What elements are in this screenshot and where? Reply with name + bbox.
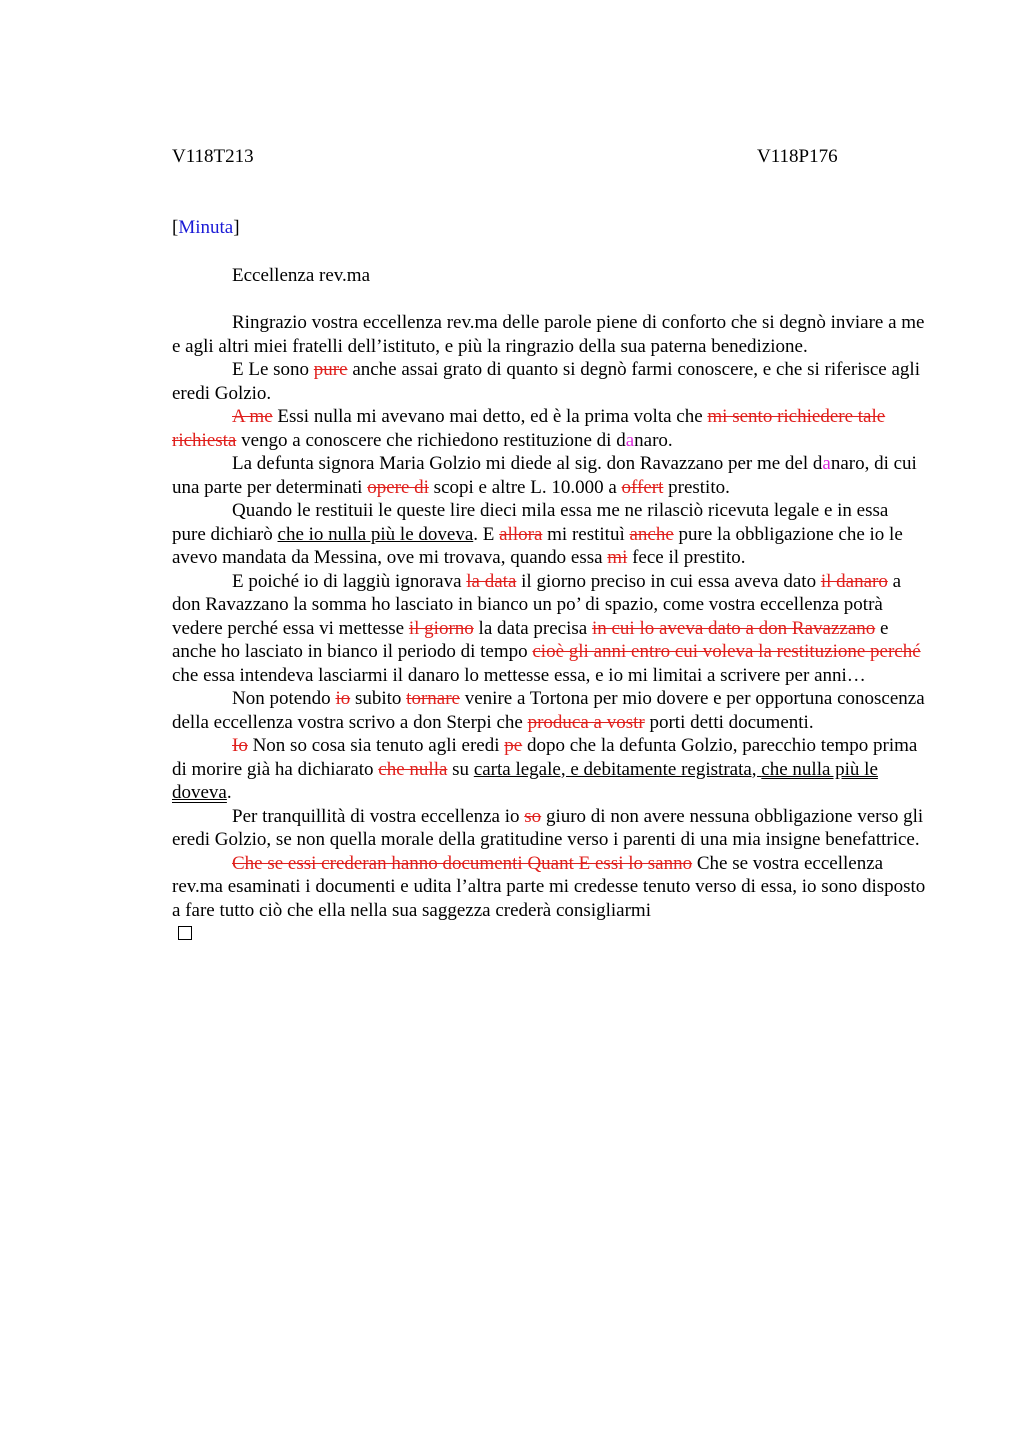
paragraph-list [172,311,926,922]
text-run: naro. [634,429,673,451]
deleted-text: A me [232,406,273,427]
label-open-bracket: [ [172,217,179,238]
deleted-text: mi [607,547,628,568]
text-run: Non so cosa sia tenuto agli eredi [247,735,505,756]
label-text: Minuta [178,217,234,238]
text-run: Che se vostra eccellenza rev.ma esaminati i documenti e udita l’altra parte mi credesse tenuto verso di essa, io sono disposto a fare tutto ciò che ella nella sua saggezza crederà consigliarmi [172,852,926,921]
deleted-text: offert [621,476,664,498]
text-run: scopi e altre L. 10.000 a [428,476,622,498]
text-run: naro, di cui una parte per determinati [172,453,917,498]
text-run: venire a Tortona per mio dovere e per opportuna conoscenza della eccellenza vostra scrivo a don Sterpi che [172,688,925,733]
underlined-text: che nulla più le doveva [172,758,878,803]
paragraph [172,405,926,452]
underlined-text: che io nulla più le doveva [277,523,474,545]
deleted-text: pure [313,359,348,380]
deleted-text: pe [504,735,523,756]
text-run: Quando le restituii le queste lire dieci mila essa me ne rilasciò ricevuta legale e in essa pure dichiarò [172,500,889,545]
text-run: che essa intendeva lasciarmi il danaro lo mettesse essa, e io mi limitai a scrivere per anni… [172,664,866,686]
deleted-text: la data [466,570,517,592]
text-run: giuro di non avere nessuna obbligazione verso gli eredi Golzio, se non quella morale della gratitudine verso i parenti di una mia insigne benefattrice. [172,805,924,850]
label-close-bracket: ] [233,217,240,238]
deleted-text: il danaro [820,570,888,592]
paragraph [172,734,926,805]
inserted-letter: a [822,453,831,474]
document-body [172,216,926,940]
deleted-text: il giorno [408,617,474,639]
text-run: e anche ho lasciato in bianco il periodo di tempo [172,617,889,662]
paragraph [172,499,926,570]
salutation: Eccellenza rev.ma [232,264,371,286]
paragraph [172,570,926,688]
text-run: fece il prestito. [627,547,746,568]
text-run: su [447,758,474,780]
document-label [172,216,926,240]
deleted-text: anche [629,523,674,545]
text-run: il giorno preciso in cui essa aveva dato [516,570,821,592]
paragraph [172,358,926,405]
header-left-code: V118T213 [172,146,254,167]
text-run: porti detti documenti. [644,711,814,733]
text-run: Per tranquillità di vostra eccellenza io [232,805,525,827]
text-run: Essi nulla mi avevano mai detto, ed è la prima volta che [272,406,708,427]
text-run: vengo a conoscere che richiedono restituzione di d [236,429,626,451]
text-run: E poiché io di laggiù ignorava [232,570,467,592]
text-run: La defunta signora Maria Golzio mi diede al sig. don Ravazzano per me del d [232,453,823,474]
header-right-code: V118P176 [757,146,838,167]
deleted-text: allora [499,523,543,545]
underlined-text: carta legale, e debitamente registrata, [473,758,762,780]
paragraph [172,687,926,734]
deleted-text: io [335,688,351,709]
text-run: prestito. [663,476,730,498]
paragraph [172,805,926,852]
text-run: la data precisa [473,617,592,639]
paragraph [172,852,926,923]
inserted-letter: a [625,429,635,451]
deleted-text: in cui lo aveva dato a don Ravazzano [591,617,876,639]
deleted-text: Io [232,735,248,756]
deleted-text: opere di [367,476,429,498]
deleted-text: Che se essi crederan hanno documenti Quant E essi lo sanno [232,852,693,874]
paragraph [172,452,926,499]
text-run: dopo che la defunta Golzio, parecchio tempo prima di morire già ha dichiarato [172,735,918,780]
text-run: subito [350,688,407,709]
checkbox-icon[interactable] [178,926,192,940]
deleted-text: che nulla [378,758,448,780]
text-run: . E [473,523,500,545]
deleted-text: produca a vostr [527,711,645,733]
text-run: anche assai grato di quanto si degnò farmi conoscere, e che si riferisce agli eredi Golzio. [172,359,920,404]
text-run: a don Ravazzano la somma ho lasciato in bianco un po’ di spazio, come vostra eccellenza potrà vedere perché essa vi mettesse [172,570,902,639]
paragraph [172,311,926,358]
text-run: E Le sono [232,359,314,380]
text-run: mi restituì [542,523,630,545]
deleted-text: so [524,805,542,827]
text-run: Ringrazio vostra eccellenza rev.ma delle parole piene di conforto che si degnò inviare a me e agli altri miei fratelli dell’istituto, e più la ringrazio della sua paterna benedizione. [172,312,925,357]
deleted-text: cioè gli anni entro cui voleva la restituzione perché [532,641,921,662]
text-run: . [226,782,232,803]
text-run: Non potendo [232,688,336,709]
deleted-text: mi sento richiedere tale richiesta [172,406,886,451]
text-run: pure la obbligazione che io le avevo mandata da Messina, ove mi trovava, quando essa [172,523,903,568]
deleted-text: tornare [406,688,460,709]
